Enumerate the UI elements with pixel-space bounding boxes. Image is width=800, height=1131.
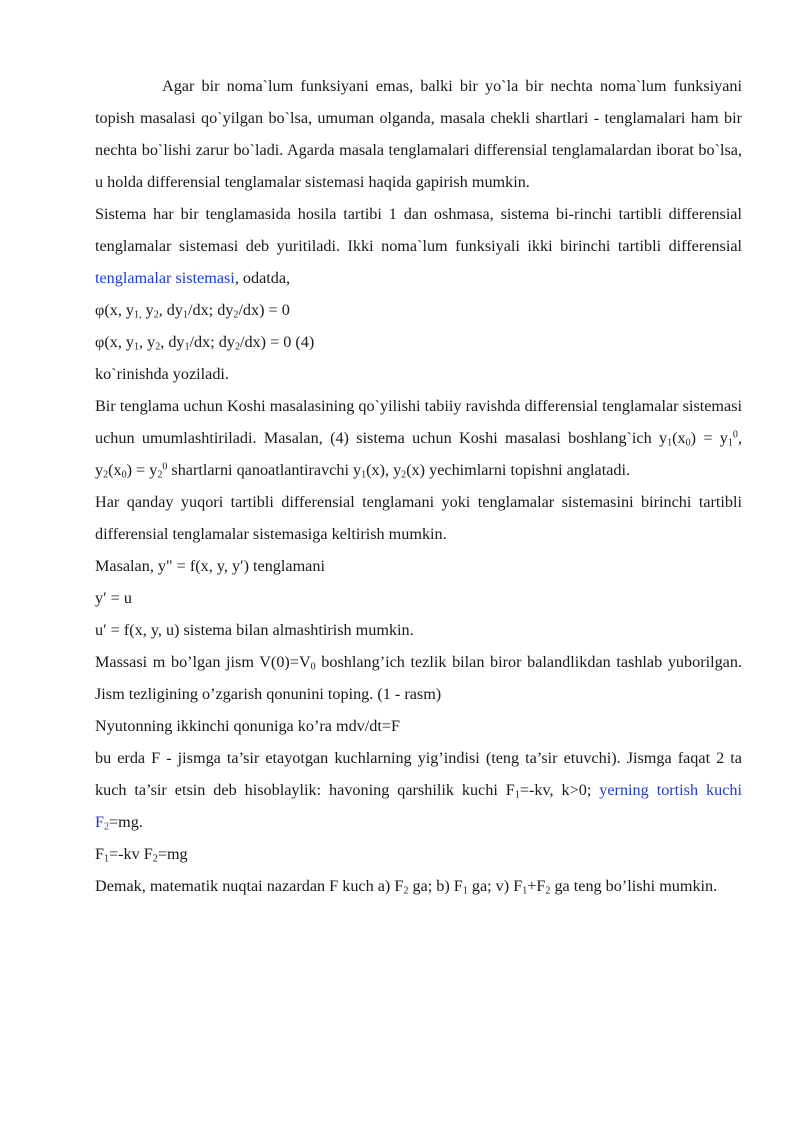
text: u′ = f(x, y, u) sistema bilan almashtirish mumkin. [95, 621, 414, 639]
text: ko`rinishda yoziladi. [95, 365, 229, 383]
document-page [95, 70, 742, 902]
text: (x [108, 461, 122, 479]
text: (x), y [366, 461, 402, 479]
sub: 1 [514, 789, 520, 801]
sub: 0 [685, 437, 691, 449]
text: Demak, matematik nuqtai nazardan F kuch a) F [95, 877, 404, 895]
text: ) = y [690, 429, 728, 447]
eq-sub: 2 [233, 309, 239, 321]
equation-forces [95, 838, 742, 870]
paragraph-system-definition [95, 198, 742, 294]
sub: 2 [152, 853, 158, 865]
text: boshlang’ich tezlik bilan biror balandlikdan tashlab yuborilgan. Jism tezligining o’zgarish qonunini toping. (1 - rasm) [95, 653, 742, 703]
text: Masalan, y" = f(x, y, y′) tenglamani [95, 557, 325, 575]
eq-text: φ(x, y [95, 301, 135, 319]
sub: 2 [157, 469, 163, 481]
text: bu erda F - jismga ta’sir etayotgan kuchlarning yig’indisi (teng ta’sir etuvchi). Jismga faqat 2 ta kuch ta’sir etsin deb hisoblaylik: havoning qarshilik kuchi F [95, 749, 742, 799]
text: =-kv F [109, 845, 153, 863]
sub: 2 [545, 885, 551, 897]
eq-sub: 2 [155, 341, 161, 353]
eq-sub: 2 [234, 341, 240, 353]
equation-u-prime [95, 614, 742, 646]
eq-sub: 2 [153, 309, 159, 321]
eq-sub: 1 [182, 309, 188, 321]
paragraph-koshi [95, 390, 742, 486]
equation-y-prime [95, 582, 742, 614]
sub: 2 [103, 469, 109, 481]
text: Massasi m bo’lgan jism V(0)=V [95, 653, 311, 671]
paragraph-conclusion [95, 870, 742, 902]
text: Bir tenglama uchun Koshi masalasining qo`yilishi tabiiy ravishda differensial tenglamalar sistemasi uchun umumlashtiriladi. Masalan, (4) sistema uchun Koshi masalasi boshlang`ich y [95, 397, 742, 447]
text: +F [527, 877, 546, 895]
paragraph-example [95, 550, 742, 582]
text: Har qanday yuqori tartibli differensial tenglamani yoki tenglamalar sistemasini birinchi tartibli differensial tenglamalar sistemasiga keltirish mumkin. [95, 493, 742, 543]
sup: 0 [162, 461, 168, 473]
eq-text: , y [139, 333, 156, 351]
eq-sub: 1 [134, 341, 140, 353]
eq-text: , dy [160, 333, 185, 351]
paragraph-problem [95, 646, 742, 710]
text: Nyutonning ikkinchi qonuniga ko’ra mdv/dt=F [95, 717, 400, 735]
paragraph-forces [95, 742, 742, 838]
link-tenglamalar-sistemasi[interactable]: tenglamalar sistemasi [95, 269, 235, 287]
text: (x [672, 429, 686, 447]
paragraph-reduction [95, 486, 742, 550]
eq-sub: 1, [134, 309, 142, 321]
paragraph-korinishda [95, 358, 742, 390]
sub: 0 [121, 469, 127, 481]
text: ) = y [126, 461, 158, 479]
sub: 2 [401, 469, 407, 481]
text: y′ = u [95, 589, 132, 607]
text: =mg. [109, 813, 143, 831]
sub: 1 [667, 437, 673, 449]
paragraph-intro [95, 70, 742, 198]
text: Sistema har bir tenglamasida hosila tartibi 1 dan oshmasa, sistema bi-rinchi tartibli differensial tenglamalar sistemasi deb yuritiladi. Ikki noma`lum funksiyali ikki birinchi tartibli differensial [95, 205, 742, 255]
eq-text: /dx; dy [188, 301, 234, 319]
text: ga; v) F [467, 877, 523, 895]
paragraph-intro-text: Agar bir noma`lum funksiyani emas, balki bir yo`la bir nechta noma`lum funksiyani topish masalasi qo`yilgan bo`lsa, umuman olganda, masala chekli shartlari - tenglamalari ham bir nechta bo`lishi zarur bo`ladi. Agarda masala tenglamalari differensial tenglamalardan iborat bo`lsa, u holda differensial tenglamalar sistemasi haqida gapirish mumkin. [95, 77, 742, 191]
link-text: yerning tortish kuchi F [95, 781, 742, 831]
sub: 1 [462, 885, 468, 897]
eq-text: /dx) = 0 (4) [239, 333, 315, 351]
eq-text: φ(x, y [95, 333, 135, 351]
text: ga teng bo’lishi mumkin. [550, 877, 718, 895]
sup: 0 [732, 429, 738, 441]
text: ga; b) F [408, 877, 463, 895]
text: =mg [157, 845, 188, 863]
text: =-kv, k>0; [519, 781, 600, 799]
text: , odatda, [234, 269, 291, 287]
sub: 1 [104, 853, 110, 865]
eq-text: /dx) = 0 [238, 301, 290, 319]
eq-text: , dy [158, 301, 183, 319]
text: , y [95, 429, 742, 479]
text: F [95, 845, 105, 863]
paragraph-newton [95, 710, 742, 742]
sub: 2 [104, 821, 110, 833]
text: shartlarni qanoatlantiravchi y [167, 461, 362, 479]
eq-sub: 1 [184, 341, 190, 353]
eq-text: /dx; dy [189, 333, 235, 351]
sub: 1 [361, 469, 367, 481]
sub: 2 [403, 885, 409, 897]
text: (x) yechimlarni topishni anglatadi. [406, 461, 631, 479]
sub: 1 [522, 885, 528, 897]
sub: 0 [310, 661, 316, 673]
sub: 1 [727, 437, 733, 449]
equation-1 [95, 294, 742, 326]
eq-text: y [141, 301, 154, 319]
equation-2 [95, 326, 742, 358]
